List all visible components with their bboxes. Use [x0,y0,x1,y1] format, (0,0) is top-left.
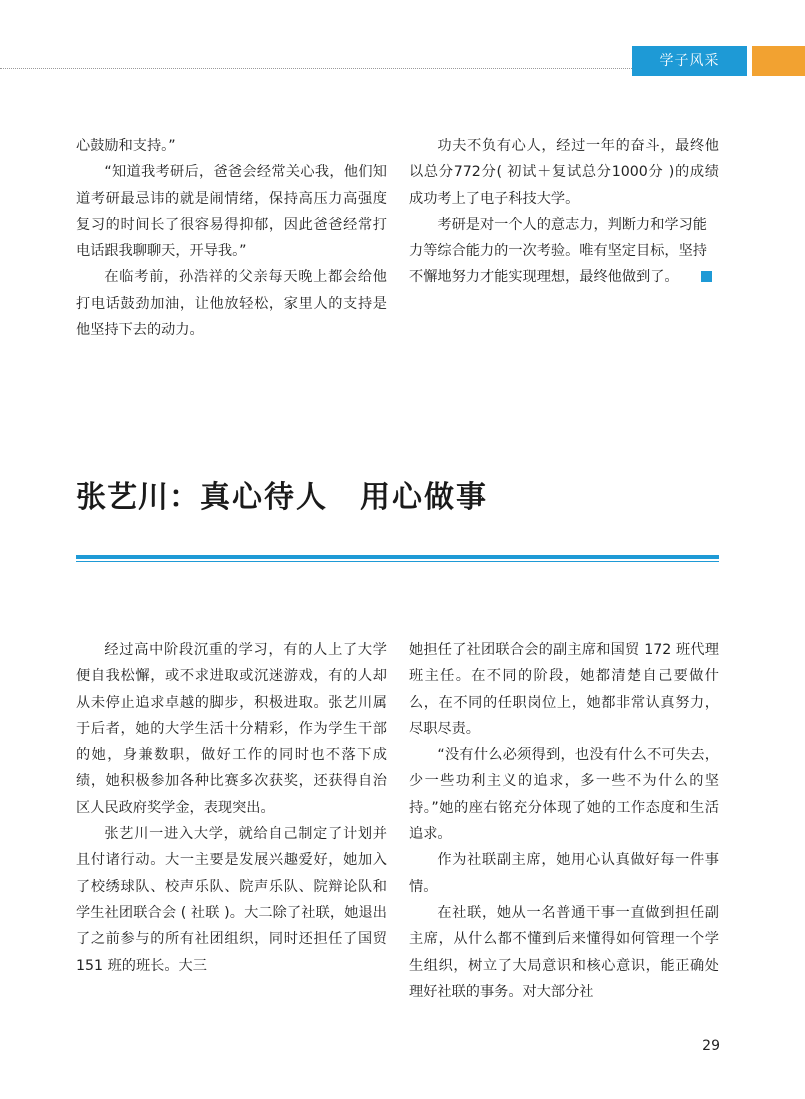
title-rule-thick [76,555,719,559]
paragraph: 作为社联副主席，她用心认真做好每一件事情。 [409,852,719,895]
bottom-left-column [76,637,387,979]
end-of-article-square-icon [701,271,712,282]
top-left-column [76,133,387,343]
article-title-subtitle: 真心待人 用心做事 [200,480,488,515]
paragraph: 在社联，她从一名普通干事一直做到担任副主席，从什么都不懂到后来懂得如何管理一个学生组织，树立了大局意识和核心意识，能正确处理好社联的事务。对大部分社 [409,904,719,1000]
header-dotted-rule [0,68,632,69]
paragraph: “没有什么必须得到，也没有什么不可失去，少一些功利主义的追求，多一些不为什么的坚持。”她的座右铭充分体现了她的工作态度和生活追求。 [409,747,719,843]
article-title-name: 张艺川： [76,480,200,515]
paragraph: 功夫不负有心人，经过一年的奋斗，最终他以总分772分( 初试＋复试总分1000分 )的成绩成功考上了电子科技大学。 [409,138,719,207]
section-tag-accent [752,46,805,76]
paragraph: 她担任了社团联合会的副主席和国贸 172 班代理班主任。在不同的阶段，她都清楚自己要做什么，在不同的任职岗位上，她都非常认真努力，尽职尽责。 [409,642,719,737]
paragraph: 张艺川一进入大学，就给自己制定了计划并且付诸行动。大一主要是发展兴趣爱好，她加入了校绣球队、校声乐队、院声乐队、院辩论队和学生社团联合会 ( 社联 )。大二除了社联，她退出了之前参与的所有社团组织，同时还担任了国贸 151 班的班长。大三 [76,826,387,974]
top-right-column [409,133,719,291]
paragraph: 心鼓励和支持。” [76,138,176,154]
page-number: 29 [702,1038,720,1054]
paragraph: 在临考前，孙浩祥的父亲每天晚上都会给他打电话鼓劲加油，让他放轻松，家里人的支持是他坚持下去的动力。 [76,269,387,339]
paragraph [409,212,719,291]
bottom-right-column [409,637,719,1005]
section-tag: 学子风采 [632,46,747,76]
paragraph: 经过高中阶段沉重的学习，有的人上了大学便自我松懈，或不求进取或沉迷游戏，有的人却从未停止追求卓越的脚步，积极进取。张艺川属于后者，她的大学生活十分精彩，作为学生干部的她，身兼数职，做好工作的同时也不落下成绩，她积极参加各种比赛多次获奖，还获得自治区人民政府奖学金，表现突出。 [76,642,387,816]
article-title [76,473,488,523]
title-rule-thin [76,561,719,562]
paragraph-text: 考研是对一个人的意志力，判断力和学习能力等综合能力的一次考验。唯有坚定目标，坚持不懈地努力才能实现理想，最终他做到了。 [409,216,707,286]
paragraph: “知道我考研后，爸爸会经常关心我，他们知道考研最忌讳的就是闹情绪，保持高压力高强度复习的时间长了很容易得抑郁，因此爸爸经常打电话跟我聊聊天，开导我。” [76,164,387,260]
